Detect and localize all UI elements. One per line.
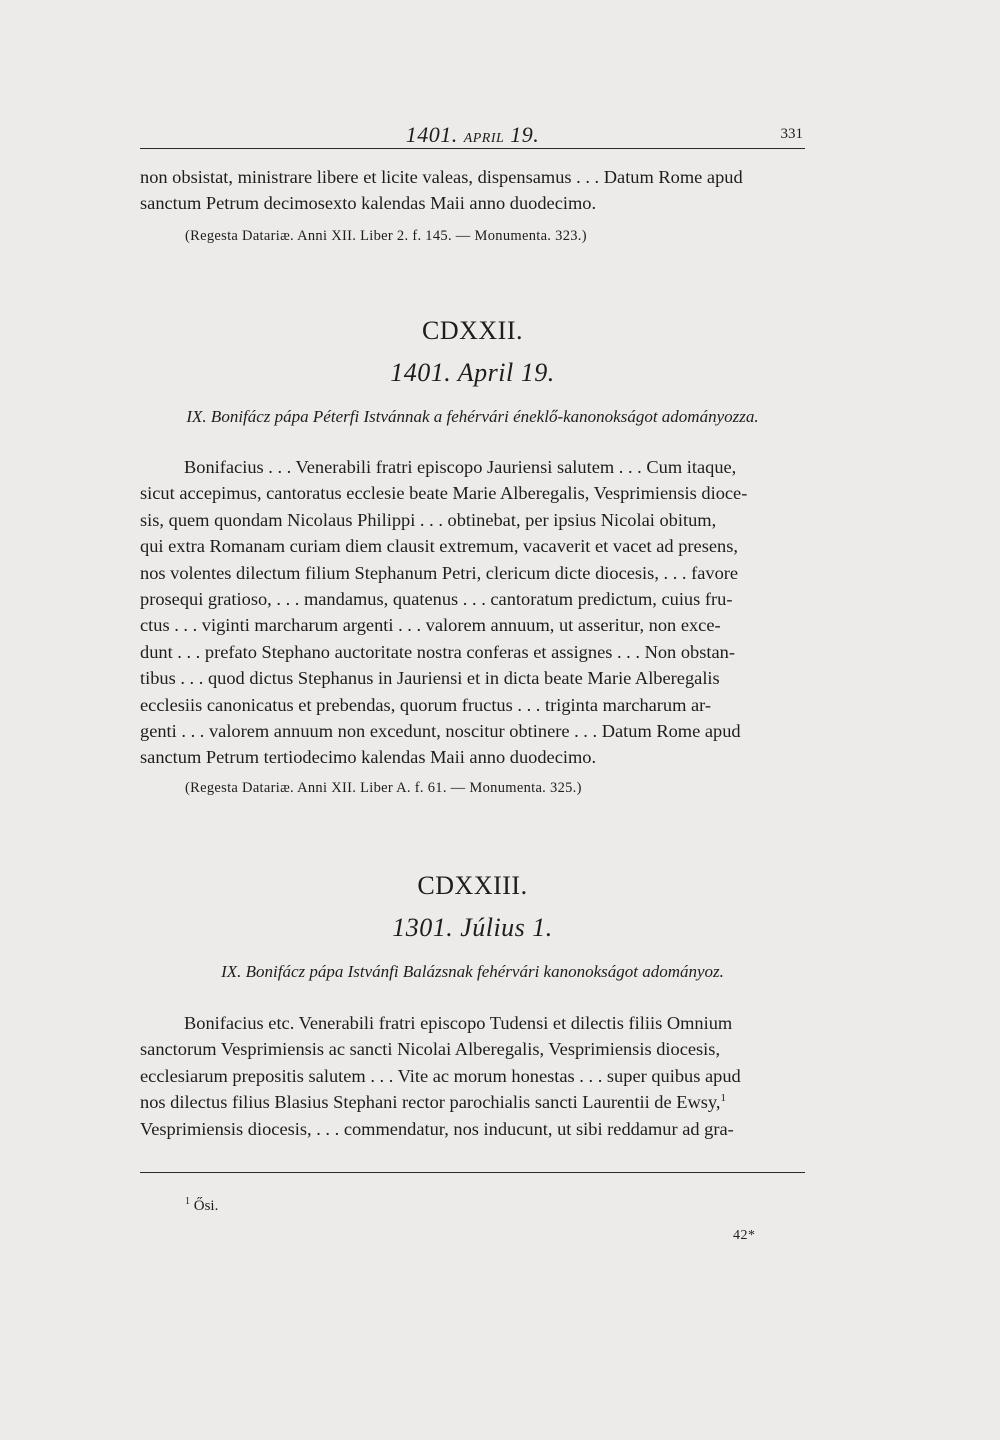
document-text xyxy=(140,1010,805,1142)
document-summary: IX. Bonifácz pápa Péterfi Istvánnak a fehérvári éneklő-kanonokságot adományozza. xyxy=(186,407,759,426)
text-line: ecclesiis canonicatus et prebendas, quorum fructus . . . triginta marcharum ar- xyxy=(140,694,712,715)
footnote-text: Ősi. xyxy=(193,1198,219,1214)
running-header xyxy=(140,118,805,149)
page-number: 331 xyxy=(780,126,803,142)
footnote-mark: 1 xyxy=(185,1196,190,1207)
text-line: Bonifacius . . . Venerabili fratri episcopo Jauriensi salutem . . . Cum itaque, xyxy=(184,457,737,477)
text-line: sis, quem quondam Nicolaus Philippi . . . obtinebat, per ipsius Nicolai obitum, xyxy=(140,509,717,530)
text-line: prosequi gratioso, . . . mandamus, quatenus . . . cantoratum predictum, cuius fru- xyxy=(140,589,733,610)
document-number: CDXXIII. xyxy=(417,871,528,900)
text-line: sanctum Petrum decimosexto kalendas Maii anno duodecimo. xyxy=(140,193,597,214)
text-line: Bonifacius etc. Venerabili fratri episcopo Tudensi et dilectis filiis Omnium xyxy=(184,1013,733,1033)
text-line: ctus . . . viginti marcharum argenti . . . valorem annuum, ut asseritur, non exce- xyxy=(140,615,721,636)
text-line: sanctum Petrum tertiodecimo kalendas Maii anno duodecimo. xyxy=(140,747,597,768)
printer-signature: 42* xyxy=(733,1228,756,1243)
text-line: qui extra Romanam curiam diem clausit extremum, vacaverit et vacet ad presens, xyxy=(140,536,738,557)
archive-reference: (Regesta Datariæ. Anni XII. Liber 2. f. 145. — Monumenta. 323.) xyxy=(185,228,587,244)
footnote xyxy=(185,1198,218,1215)
text-line: sanctorum Vesprimiensis ac sancti Nicolai Alberegalis, Vesprimiensis diocesis, xyxy=(140,1039,721,1060)
running-title xyxy=(140,122,805,148)
text-line: dunt . . . prefato Stephano auctoritate nostra conferas et assignes . . . Non obstan- xyxy=(140,641,735,662)
text-line: non obsistat, ministrare libere et licite valeas, dispensamus . . . Datum Rome apud xyxy=(140,167,743,187)
text-line: Vesprimiensis diocesis, . . . commendatur, nos inducunt, ut sibi reddamur ad gra- xyxy=(140,1118,734,1139)
document-date: 1301. Július 1. xyxy=(392,913,553,942)
text-line: ecclesiarum prepositis salutem . . . Vite ac morum honestas . . . super quibus apud xyxy=(140,1065,741,1086)
header-year: 1401. xyxy=(405,122,458,147)
header-month: APRIL xyxy=(463,131,505,146)
archive-reference: (Regesta Datariæ. Anni XII. Liber A. f. 61. — Monumenta. 325.) xyxy=(185,780,582,796)
footnote-divider xyxy=(140,1172,805,1173)
footnote-reference: 1 xyxy=(720,1092,727,1105)
text-line-content: nos dilectus filius Blasius Stephani rector parochialis sancti Laurentii de Ewsy, xyxy=(140,1092,721,1113)
header-day: 19. xyxy=(510,122,540,147)
text-line: nos volentes dilectum filium Stephanum Petri, clericum dicte diocesis, . . . favore xyxy=(140,562,739,583)
text-line: tibus . . . quod dictus Stephanus in Jauriensi et in dicta beate Marie Alberegalis xyxy=(140,668,720,689)
document-number: CDXXII. xyxy=(422,316,523,345)
continuation-text xyxy=(140,164,805,217)
document-summary: IX. Bonifácz pápa Istvánfi Balázsnak fehérvári kanonokságot adományoz. xyxy=(221,962,724,981)
text-line xyxy=(140,1089,805,1115)
text-line: genti . . . valorem annuum non excedunt, noscitur obtinere . . . Datum Rome apud xyxy=(140,721,741,742)
document-date: 1401. April 19. xyxy=(390,358,555,387)
document-text xyxy=(140,454,805,771)
text-line: sicut accepimus, cantoratus ecclesie beate Marie Alberegalis, Vesprimiensis dioce- xyxy=(140,483,748,504)
